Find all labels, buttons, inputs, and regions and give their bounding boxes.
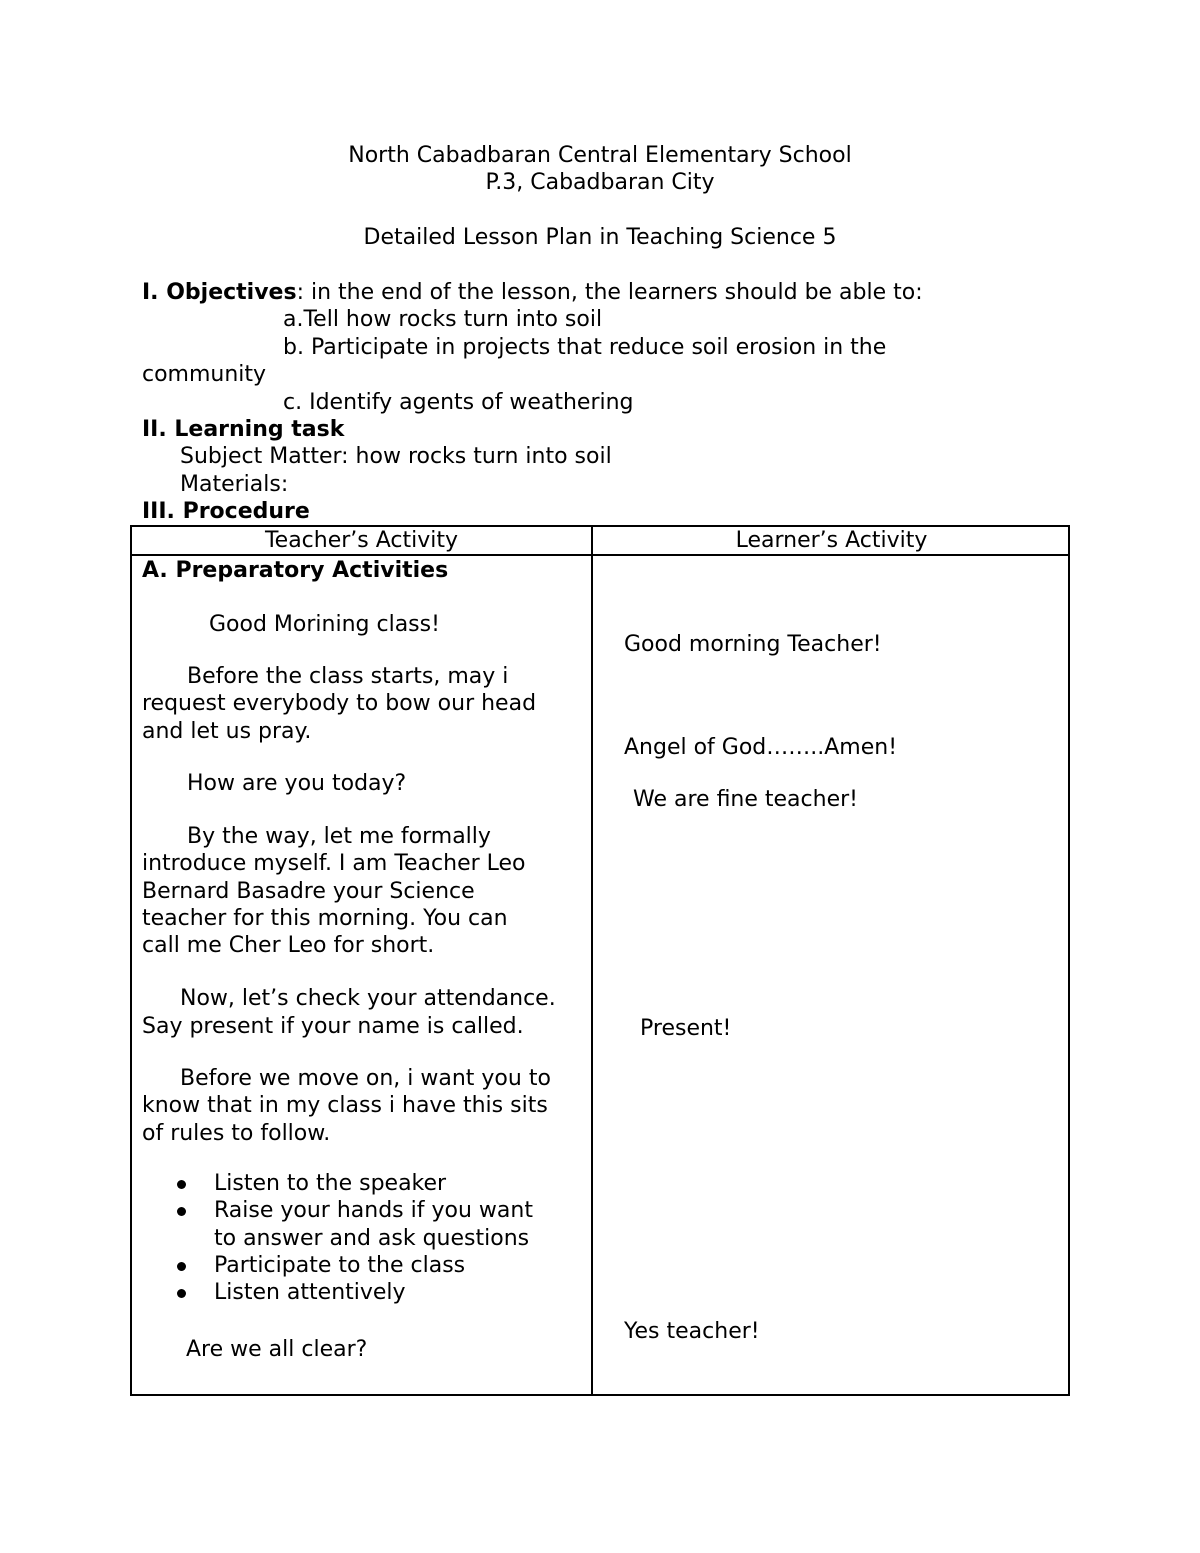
objective-b: b. Participate in projects that reduce soil erosion in the	[283, 335, 887, 360]
objectives-line	[142, 279, 923, 307]
rule-item-continued: to answer and ask questions	[214, 1225, 530, 1251]
teacher-rules-1: Before we move on, i want you to	[180, 1066, 551, 1091]
rule-item: Listen to the speaker	[172, 1170, 533, 1197]
procedure-heading: III. Procedure	[142, 499, 310, 524]
rules-list	[172, 1170, 533, 1306]
section-title: A. Preparatory Activities	[142, 558, 449, 583]
teacher-intro-3: Bernard Basadre your Science	[142, 879, 475, 904]
teacher-greeting: Good Morining class!	[209, 612, 440, 637]
teacher-intro-5: call me Cher Leo for short.	[142, 933, 435, 958]
learner-fine: We are fine teacher!	[633, 787, 858, 812]
lesson-plan-title: Detailed Lesson Plan in Teaching Science 5	[363, 225, 837, 250]
teacher-how-are-you: How are you today?	[187, 771, 407, 796]
learner-present: Present!	[640, 1016, 732, 1041]
materials: Materials:	[180, 472, 289, 497]
objective-b-continued: community	[142, 362, 267, 387]
objective-a: a.Tell how rocks turn into soil	[283, 307, 603, 332]
teacher-pray-1: Before the class starts, may i	[187, 664, 509, 689]
rule-item: Participate to the class	[172, 1252, 533, 1279]
teacher-intro-2: introduce myself. I am Teacher Leo	[142, 851, 526, 876]
teacher-rules-3: of rules to follow.	[142, 1121, 331, 1146]
procedure-table	[130, 525, 1070, 1396]
learner-yes: Yes teacher!	[624, 1319, 760, 1344]
subject-matter: Subject Matter: how rocks turn into soil	[180, 444, 612, 469]
header-divider	[132, 554, 1068, 556]
teacher-intro-1: By the way, let me formally	[187, 824, 491, 849]
teacher-rules-2: know that in my class i have this sits	[142, 1093, 548, 1118]
learner-pray: Angel of God……..Amen!	[624, 735, 898, 760]
objectives-heading: I. Objectives	[142, 280, 297, 305]
objectives-intro: : in the end of the lesson, the learners should be able to:	[296, 280, 923, 305]
objective-c: c. Identify agents of weathering	[283, 390, 634, 415]
rule-item: Listen attentively	[172, 1279, 533, 1306]
column-divider	[591, 527, 593, 1394]
col-teacher-header: Teacher’s Activity	[264, 528, 459, 553]
teacher-pray-3: and let us pray.	[142, 719, 312, 744]
learning-task-heading: II. Learning task	[142, 417, 345, 442]
learner-greeting: Good morning Teacher!	[624, 632, 882, 657]
teacher-attendance-1: Now, let’s check your attendance.	[180, 986, 556, 1011]
teacher-all-clear: Are we all clear?	[186, 1337, 368, 1362]
rule-item: Raise your hands if you want	[172, 1197, 533, 1224]
school-location: P.3, Cabadbaran City	[485, 170, 715, 195]
teacher-pray-2: request everybody to bow our head	[142, 691, 537, 716]
col-learner-header: Learner’s Activity	[735, 528, 928, 553]
teacher-intro-4: teacher for this morning. You can	[142, 906, 508, 931]
teacher-attendance-2: Say present if your name is called.	[142, 1014, 524, 1039]
school-name: North Cabadbaran Central Elementary School	[348, 143, 852, 168]
